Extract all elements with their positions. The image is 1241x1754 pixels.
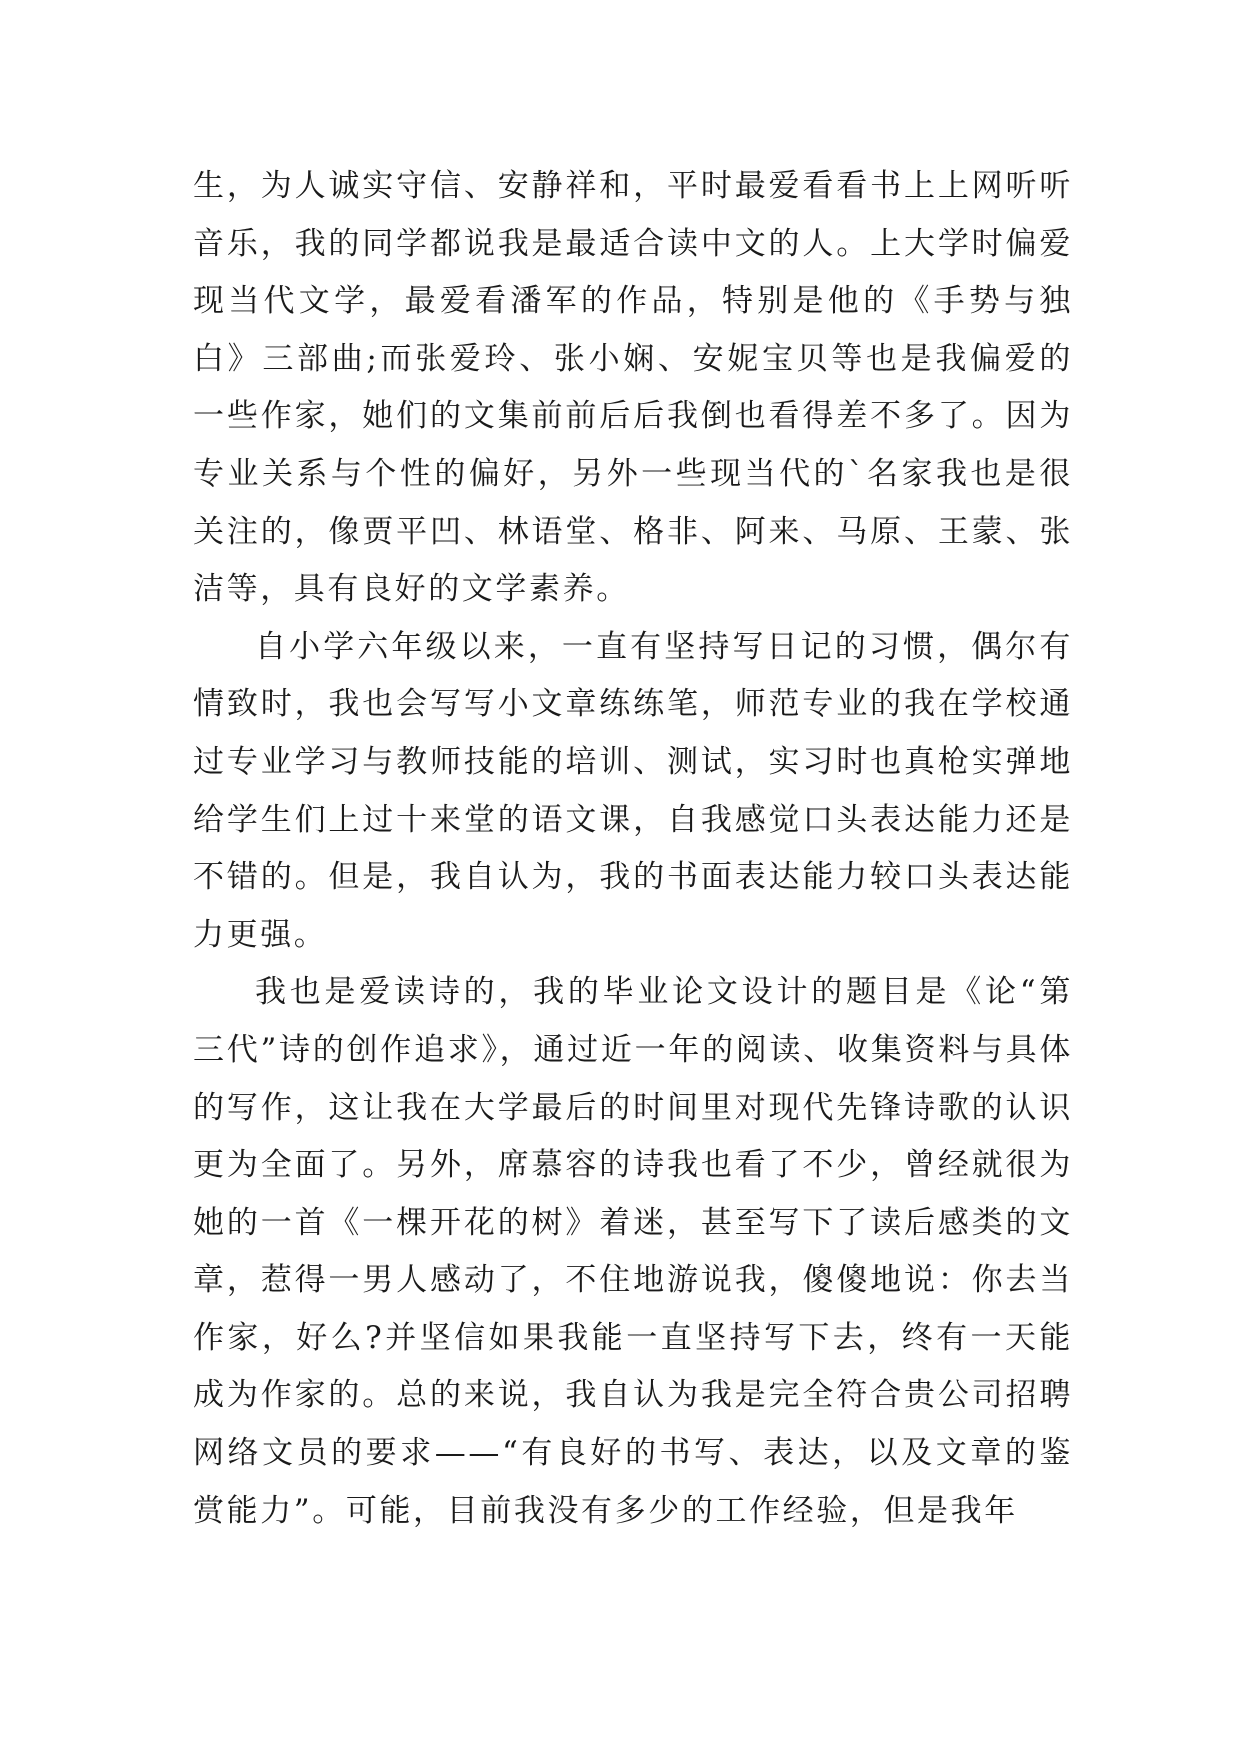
document-body	[193, 158, 1073, 1540]
paragraph-2: 自小学六年级以来，一直有坚持写日记的习惯，偶尔有情致时，我也会写写小文章练练笔，师范专业的我在学校通过专业学习与教师技能的培训、测试，实习时也真枪实弹地给学生们上过十来堂的语文课，自我感觉口头表达能力还是不错的。但是，我自认为，我的书面表达能力较口头表达能力更强。	[193, 628, 1073, 953]
paragraph-1: 生，为人诚实守信、安静祥和，平时最爱看看书上上网听听音乐，我的同学都说我是最适合读中文的人。上大学时偏爱现当代文学，最爱看潘军的作品，特别是他的《手势与独白》三部曲;而张爱玲、张小娴、安妮宝贝等也是我偏爱的一些作家，她们的文集前前后后我倒也看得差不多了。因为专业关系与个性的偏好，另外一些现当代的`名家我也是很关注的，像贾平凹、林语堂、格非、阿来、马原、王蒙、张洁等，具有良好的文学素养。	[193, 168, 1073, 608]
paragraph-3: 我也是爱读诗的，我的毕业论文设计的题目是《论“第三代”诗的创作追求》，通过近一年的阅读、收集资料与具体的写作，这让我在大学最后的时间里对现代先锋诗歌的认识更为全面了。另外，席慕容的诗我也看了不少，曾经就很为她的一首《一棵开花的树》着迷，甚至写下了读后感类的文章，惹得一男人感动了，不住地游说我，傻傻地说：你去当作家，好么?并坚信如果我能一直坚持写下去，终有一天能成为作家的。总的来说，我自认为我是完全符合贵公司招聘网络文员的要求——“有良好的书写、表达，以及文章的鉴赏能力”。可能，目前我没有多少的工作经验，但是我年	[193, 974, 1073, 1529]
